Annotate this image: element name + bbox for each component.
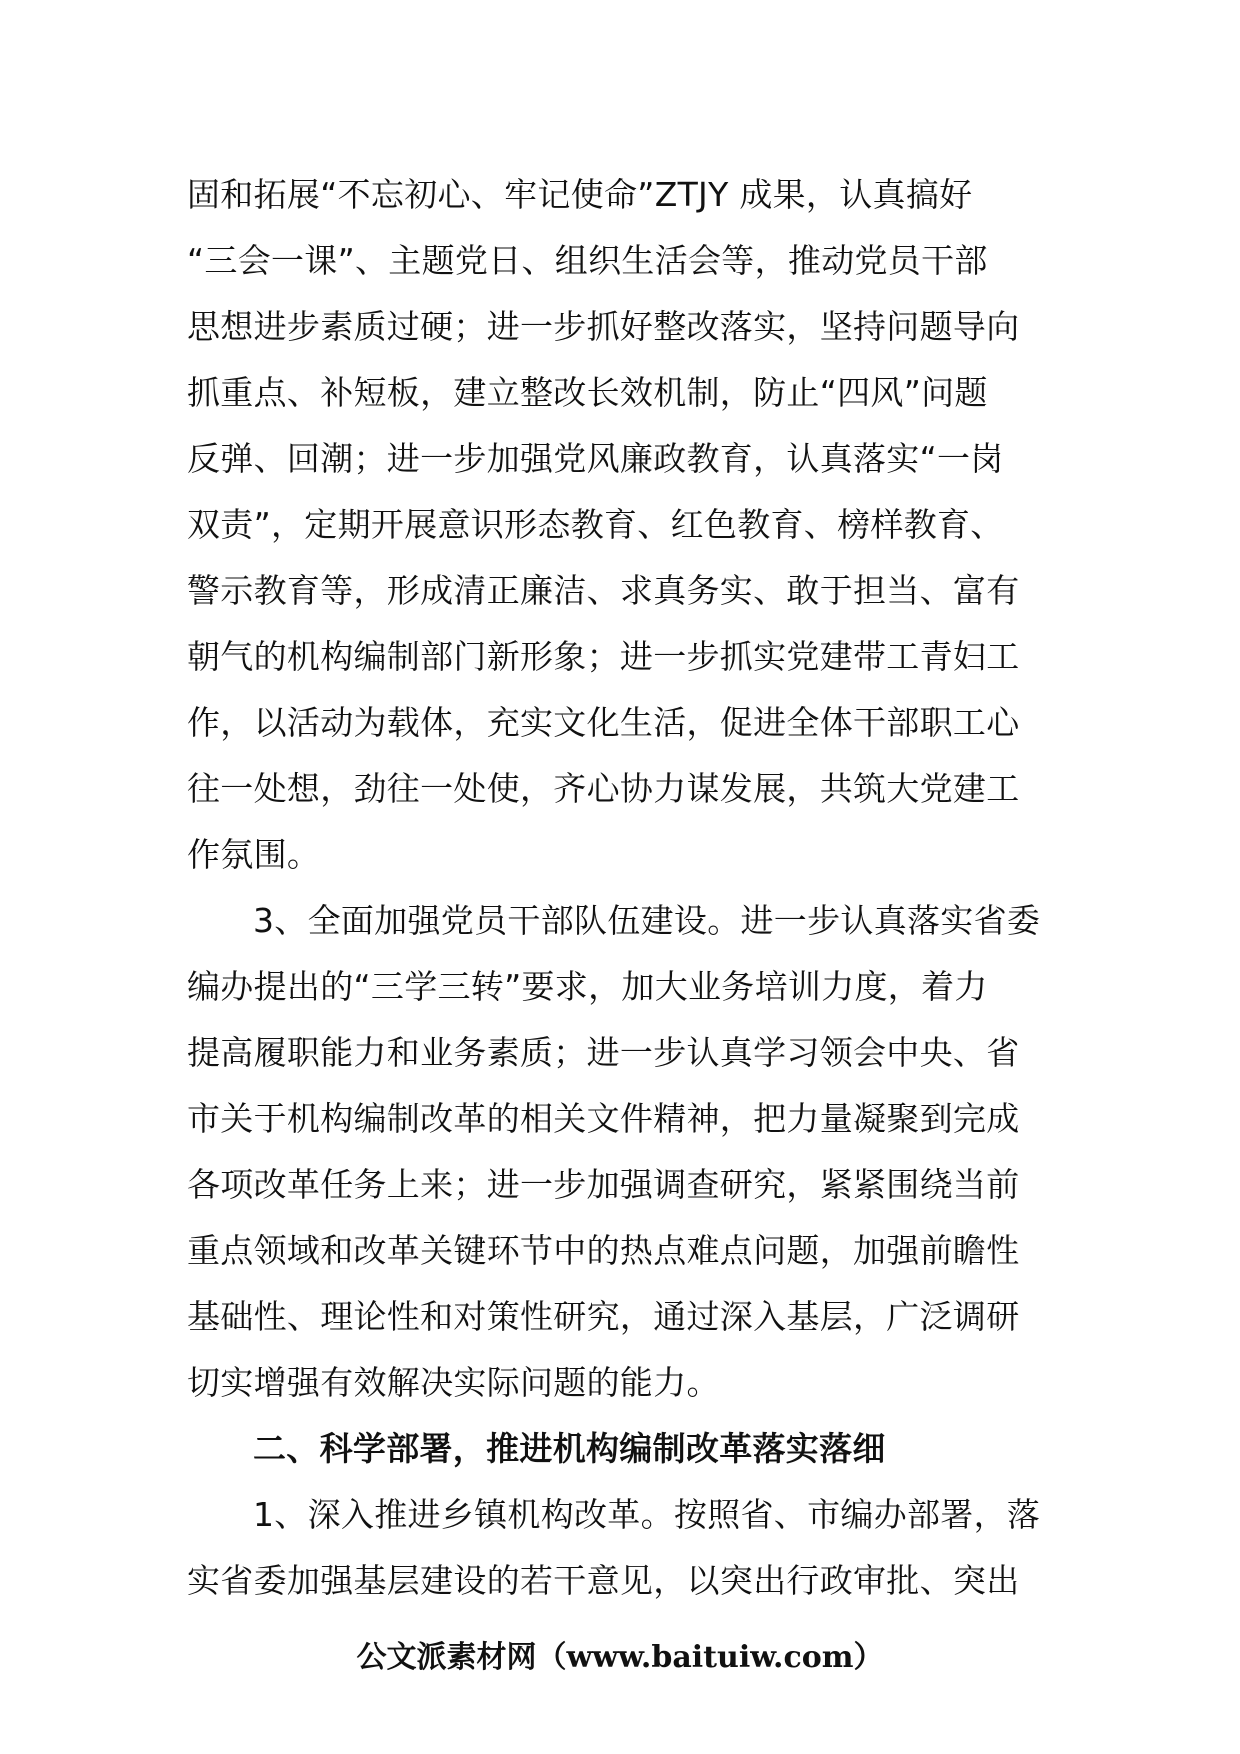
paragraph-line: 切实增强有效解决实际问题的能力。 xyxy=(187,1363,720,1402)
paragraph-line: 抓重点、补短板，建立整改长效机制，防止“四风”问题 xyxy=(187,373,988,412)
paragraph-line: 编办提出的“三学三转”要求，加大业务培训力度，着力 xyxy=(187,967,988,1006)
paragraph-line: 各项改革任务上来；进一步加强调查研究，紧紧围绕当前 xyxy=(187,1165,1020,1204)
paragraph-line: 重点领域和改革关键环节中的热点难点问题，加强前瞻性 xyxy=(187,1231,1020,1270)
paragraph-line: 朝气的机构编制部门新形象；进一步抓实党建带工青妇工 xyxy=(187,637,1020,676)
paragraph-line: 基础性、理论性和对策性研究，通过深入基层，广泛调研 xyxy=(187,1297,1020,1336)
paragraph-line: 作，以活动为载体，充实文化生活，促进全体干部职工心 xyxy=(187,703,1020,742)
paragraph-line: 市关于机构编制改革的相关文件精神，把力量凝聚到完成 xyxy=(187,1099,1020,1138)
paragraph-line: 警示教育等，形成清正廉洁、求真务实、敢于担当、富有 xyxy=(187,571,1020,610)
paragraph-line: 固和拓展“不忘初心、牢记使命”ZTJY 成果，认真搞好 xyxy=(187,175,973,214)
paragraph-line: 3、全面加强党员干部队伍建设。进一步认真落实省委 xyxy=(253,901,1041,940)
footer-watermark: 公文派素材网（www.baituiw.com） xyxy=(356,1640,884,1675)
paragraph-line: 1、深入推进乡镇机构改革。按照省、市编办部署，落 xyxy=(253,1495,1041,1534)
paragraph-line: 双责”，定期开展意识形态教育、红色教育、榜样教育、 xyxy=(187,505,1004,544)
paragraph-line: 实省委加强基层建设的若干意见，以突出行政审批、突出 xyxy=(187,1561,1020,1600)
document-body xyxy=(187,162,1067,1614)
section-heading: 二、科学部署，推进机构编制改革落实落细 xyxy=(253,1429,886,1468)
paragraph-line: 作氛围。 xyxy=(187,835,321,874)
paragraph-line: 思想进步素质过硬；进一步抓好整改落实，坚持问题导向 xyxy=(187,307,1020,346)
paragraph-line: 反弹、回潮；进一步加强党风廉政教育，认真落实“一岗 xyxy=(187,439,1004,478)
paragraph-line: 往一处想，劲往一处使，齐心协力谋发展，共筑大党建工 xyxy=(187,769,1020,808)
paragraph-line: “三会一课”、主题党日、组织生活会等，推动党员干部 xyxy=(187,241,988,280)
paragraph-line: 提高履职能力和业务素质；进一步认真学习领会中央、省 xyxy=(187,1033,1020,1072)
